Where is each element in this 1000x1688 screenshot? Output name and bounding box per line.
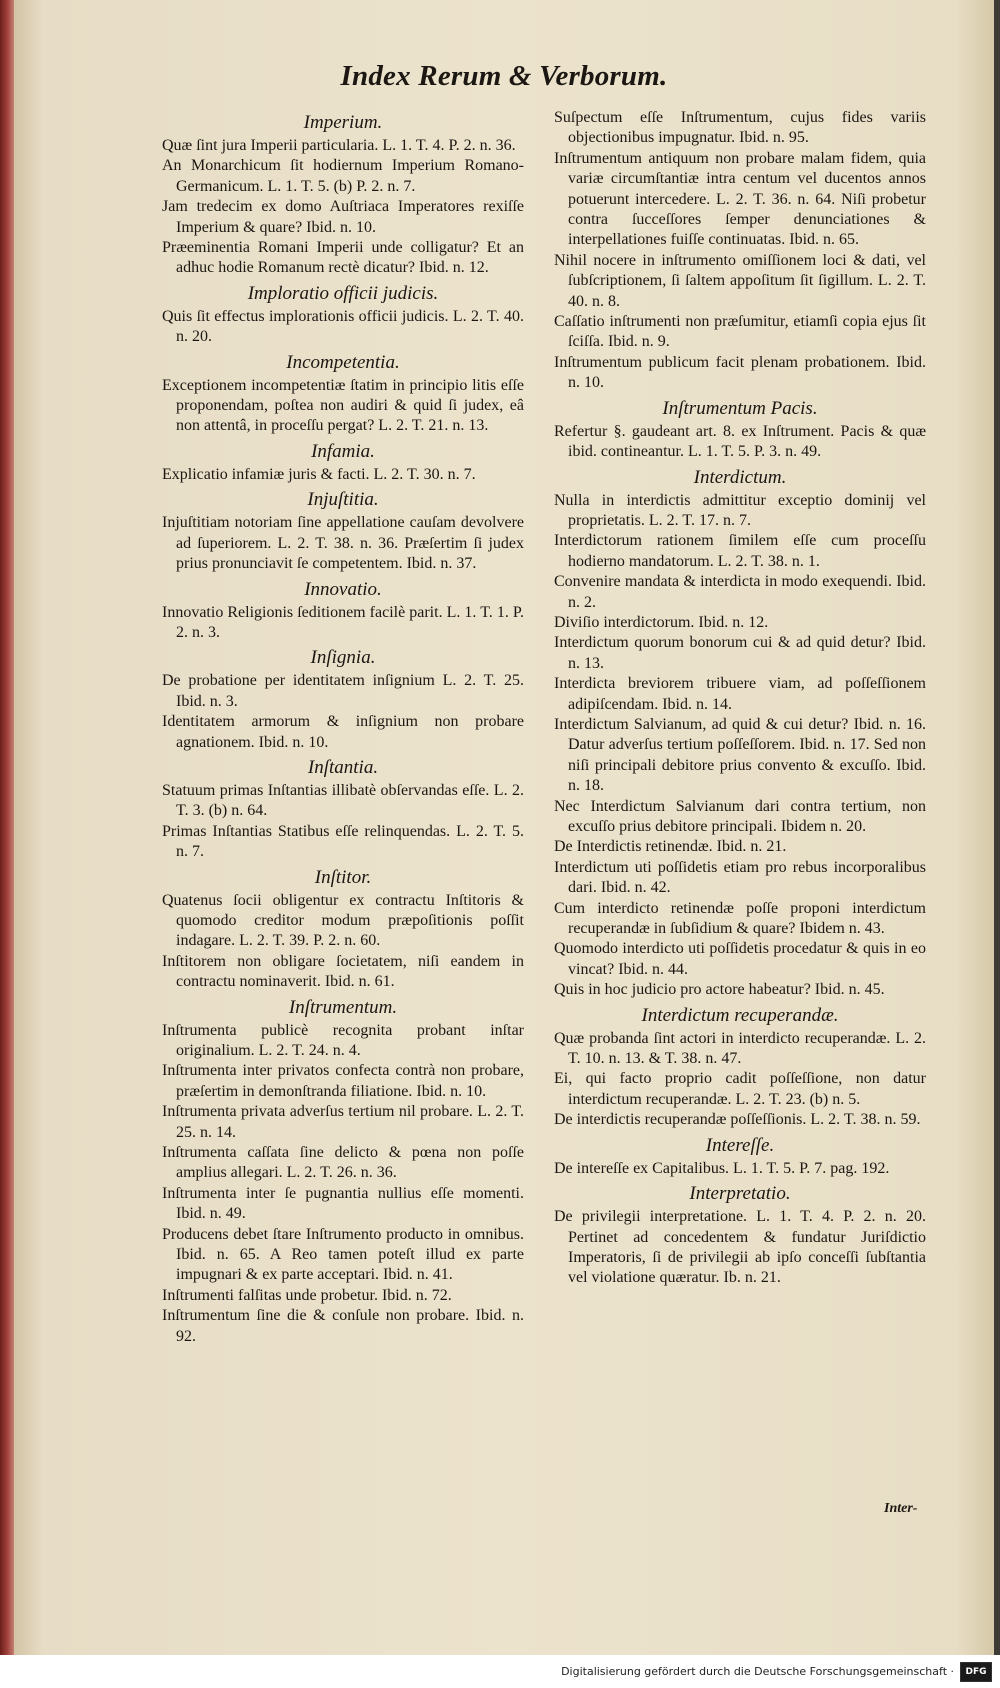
index-heading: Inſignia. (310, 647, 376, 669)
index-entry: Inſtrumentum antiquum non probare malam fidem, quia variæ circumſtantiæ intra centum vel ducentos annos potuerunt intercedere. L. 2. T. 36. n. 64. Niſi probetur contra ſucceſſores ſemper denunciationes & interpellationes fuiſſe continuatas. Ibid. n. 65. (554, 149, 926, 249)
index-entry: Identitatem armorum & inſignium non probare agnationem. Ibid. n. 10. (162, 713, 524, 751)
index-entry: Inſtrumenta inter ſe pugnantia nullius eſſe momenti. Ibid. n. 49. (162, 1184, 524, 1223)
index-heading: Interdictum. (693, 466, 787, 488)
index-entry: Interdicta breviorem tribuere viam, ad poſſeſſionem adipiſcendam. Ibid. n. 14. (554, 675, 926, 713)
index-heading: Inſtitor. (314, 866, 372, 888)
index-entry: Suſpectum eſſe Inſtrumentum, cujus fides variis objectionibus impugnatur. Ibid. n. 95. (554, 109, 926, 147)
index-entry: De intereſſe ex Capitalibus. L. 1. T. 5. P. 7. pag. 192. (554, 1159, 890, 1177)
index-heading: Injuſtitia. (307, 489, 379, 511)
index-entry: Inſtrumentum publicum facit plenam probationem. Ibid. n. 10. (554, 353, 926, 392)
index-entry: Diviſio interdictorum. Ibid. n. 12. (554, 613, 769, 631)
funding-credit: Digitalisierung gefördert durch die Deutsche Forschungsgemeinschaft · (561, 1665, 954, 1678)
index-entry: Inſtrumenta caſſata ſine delicto & pœna non poſſe amplius allegari. L. 2. T. 26. n. 36. (162, 1144, 524, 1182)
index-entry: Explicatio infamiæ juris & facti. L. 2. T. 30. n. 7. (162, 465, 476, 483)
index-heading: Interpretatio. (689, 1183, 791, 1205)
index-entry: An Monarchicum ſit hodiernum Imperium Romano-Germanicum. L. 1. T. 5. (b) P. 2. n. 7. (162, 157, 524, 195)
index-heading: Incompetentia. (286, 351, 400, 373)
digitization-footer (0, 1655, 1000, 1688)
index-entry: Interdictum uti poſſidetis etiam pro rebus incorporalibus dari. Ibid. n. 42. (554, 858, 926, 897)
index-entry: Caſſatio inſtrumenti non præſumitur, etiamſi copia ejus ſit ſciſſa. Ibid. n. 9. (554, 313, 926, 351)
running-head: Index Rerum & Verborum. (340, 60, 668, 92)
index-entry: Quomodo interdicto uti poſſidetis procedatur & quis in eo vincat? Ibid. n. 44. (554, 940, 926, 978)
index-entry: Quæ probanda ſint actori in interdicto recuperandæ. L. 2. T. 10. n. 13. & T. 38. n. 47. (554, 1029, 926, 1068)
index-entry: Interdictorum rationem ſimilem eſſe cum proceſſu hodierno mandatorum. L. 2. T. 38. n. 1. (554, 532, 926, 570)
index-heading: Inſtrumentum. (288, 996, 398, 1018)
index-entry: De privilegii interpretatione. L. 1. T. 4. P. 2. n. 20. Pertinet ad concedentem & fundatur Juriſdictio Imperatoris, ſi de privilegii ab ipſo conceſſi ſubſtantia vel violatione quæratur. Ib. n. 21. (554, 1208, 926, 1287)
catchword: Inter- (884, 1501, 918, 1516)
index-entry: Inſtrumenta publicè recognita probant inſtar originalium. L. 2. T. 24. n. 4. (162, 1021, 524, 1059)
dfg-logo-icon: DFG (960, 1662, 992, 1682)
index-entry: Innovatio Religionis ſeditionem facilè parit. L. 1. T. 1. P. 2. n. 3. (162, 603, 524, 641)
index-heading: Infamia. (311, 440, 375, 462)
index-heading: Imperium. (303, 112, 383, 133)
index-heading: Inſtrumentum Pacis. (662, 397, 818, 419)
index-entry: Interdictum quorum bonorum cui & ad quid detur? Ibid. n. 13. (554, 634, 926, 672)
index-entry: De Interdictis retinendæ. Ibid. n. 21. (554, 838, 787, 856)
index-entry: Interdictum Salvianum, ad quid & cui detur? Ibid. n. 16. Datur adverſus tertium poſſeſſorem. Ibid. n. 17. Sed non niſi principali debitore prius convento & excuſſo. Ibid. n. 18. (554, 715, 926, 795)
index-entry: Quatenus ſocii obligentur ex contractu Inſtitoris & quomodo creditor modum præpoſitionis poſſit indagare. L. 2. T. 39. P. 2. n. 60. (162, 891, 524, 950)
index-heading: Interdictum recuperandæ. (641, 1004, 839, 1026)
index-entry: Jam tredecim ex domo Auſtriaca Imperatores rexiſſe Imperium & quare? Ibid. n. 10. (162, 198, 524, 236)
index-entry: Exceptionem incompetentiæ ſtatim in principio litis eſſe proponendam, poſtea non audiri & quid ſi judex, eâ non attentâ, in proceſſu pergat? L. 2. T. 21. n. 13. (162, 376, 524, 435)
index-heading: Imploratio officii judicis. (247, 282, 439, 304)
index-entry: Nec Interdictum Salvianum dari contra tertium, non excuſſo prius debitore principali. Ibidem n. 20. (554, 797, 926, 835)
index-entry: Quæ ſint jura Imperii particularia. L. 1. T. 4. P. 2. n. 36. (162, 137, 516, 154)
index-heading: Innovatio. (304, 578, 382, 600)
index-heading: Intereſſe. (705, 1134, 775, 1156)
index-entry: Cum interdicto retinendæ poſſe proponi interdictum recuperandæ in ſubſidium & quare? Ibidem n. 43. (554, 899, 926, 938)
index-entry: Nulla in interdictis admittitur exceptio dominij vel proprietatis. L. 2. T. 17. n. 7. (554, 491, 926, 529)
index-entry: Producens debet ſtare Inſtrumento producto in omnibus. Ibid. n. 65. A Reo tamen poteſt illud ex parte impugnari & ex parte acceptari. Ibid. n. 41. (162, 1225, 524, 1284)
index-entry: Quis in hoc judicio pro actore habeatur? Ibid. n. 45. (554, 981, 885, 999)
index-entry: Statuum primas Inſtantias illibatè obſervandas eſſe. L. 2. T. 3. (b) n. 64. (162, 781, 524, 820)
index-heading: Inſtantia. (307, 756, 379, 778)
index-column-right (554, 108, 926, 1289)
index-entry: Injuſtitiam notoriam ſine appellatione cauſam devolvere ad ſuperiorem. L. 2. T. 38. n. 36. Præſertim ſi judex prius pronunciavit ſe competentem. Ibid. n. 37. (162, 514, 524, 573)
index-entry: Inſtitorem non obligare ſocietatem, niſi eandem in contractu nominaverit. Ibid. n. 61. (162, 952, 524, 991)
index-entry: Convenire mandata & interdicta in modo exequendi. Ibid. n. 2. (554, 573, 926, 611)
index-entry: Quis ſit effectus implorationis officii judicis. L. 2. T. 40. n. 20. (162, 307, 524, 346)
index-entry: Inſtrumenta privata adverſus tertium nil probare. L. 2. T. 25. n. 14. (162, 1103, 524, 1141)
index-entry: Inſtrumenti falſitas unde probetur. Ibid. n. 72. (162, 1286, 452, 1304)
index-entry: Refertur §. gaudeant art. 8. ex Inſtrument. Pacis & quæ ibid. contineantur. L. 1. T. 5. P. 3. n. 49. (554, 422, 926, 461)
index-entry: Præeminentia Romani Imperii unde colligatur? Et an adhuc hodie Romanum rectè dicatur? Ibid. n. 12. (162, 239, 524, 277)
book-page (14, 0, 994, 1655)
index-entry: De probatione per identitatem inſignium L. 2. T. 25. Ibid. n. 3. (162, 672, 524, 710)
index-entry: Primas Inſtantias Statibus eſſe relinquendas. L. 2. T. 5. n. 7. (162, 822, 524, 861)
index-entry: Nihil nocere in inſtrumento omiſſionem loci & dati, vel ſubſcriptionem, ſi ſaltem appoſitum ſit ſigillum. L. 2. T. 40. n. 8. (554, 251, 926, 310)
index-entry: De interdictis recuperandæ poſſeſſionis. L. 2. T. 38. n. 59. (554, 1111, 921, 1129)
index-entry: Inſtrumenta inter privatos confecta contrà non probare, præſertim in demonſtranda filiatione. Ibid. n. 10. (162, 1062, 524, 1100)
index-entry: Ei, qui facto proprio cadit poſſeſſione, non datur interdictum recuperandæ. L. 2. T. 23. (b) n. 5. (554, 1070, 926, 1108)
index-entry: Inſtrumentum ſine die & conſule non probare. Ibid. n. 92. (162, 1307, 524, 1345)
index-column-left (162, 108, 524, 1347)
